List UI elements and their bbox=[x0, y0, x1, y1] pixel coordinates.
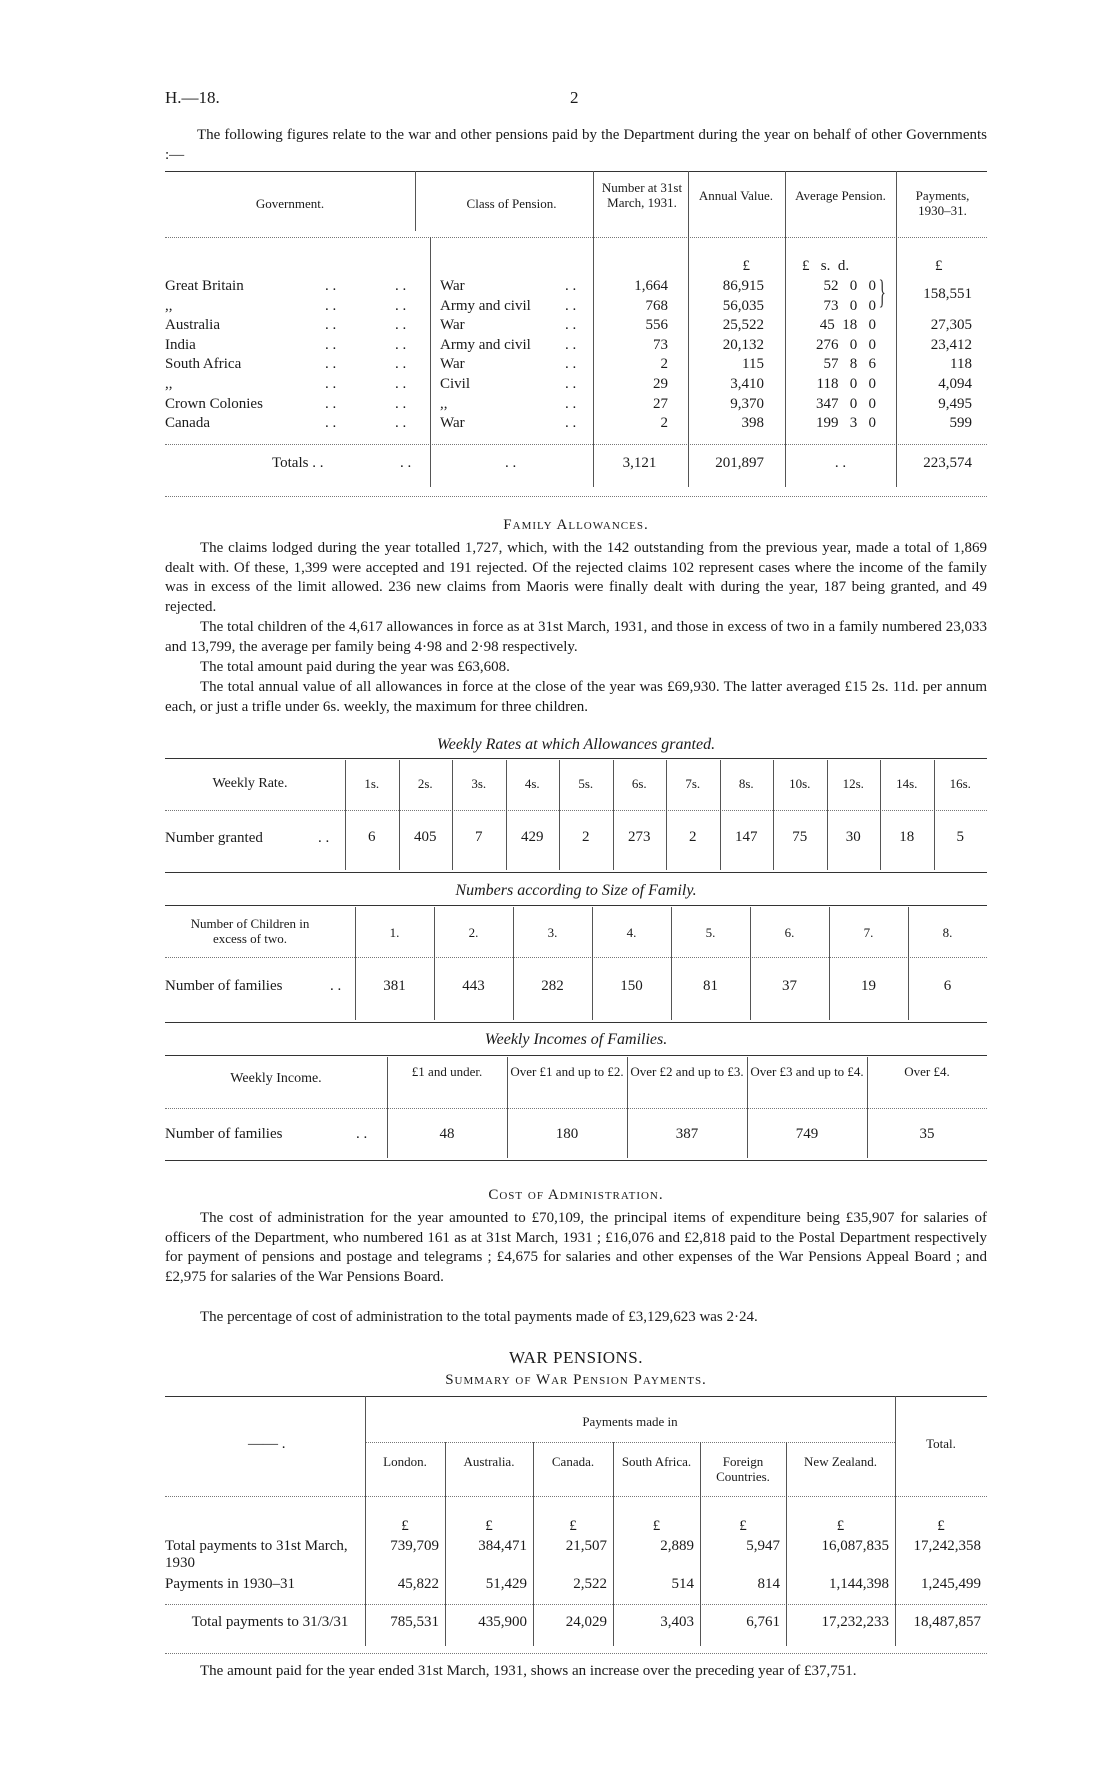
size-header: 1. bbox=[389, 925, 400, 940]
page-number: 2 bbox=[570, 88, 579, 107]
pound-unit: £ bbox=[485, 1518, 493, 1534]
column-rule bbox=[880, 760, 881, 870]
annual-value: 56,035 bbox=[722, 297, 764, 314]
gov-name: Australia bbox=[165, 317, 220, 334]
average-value: 45 18 0 bbox=[819, 317, 876, 334]
rate-header: 6s. bbox=[631, 776, 647, 791]
family-paragraph-3: The total amount paid during the year was £63,608. bbox=[200, 659, 510, 675]
weekly-incomes-title: Weekly Incomes of Families. bbox=[484, 1031, 668, 1048]
number-value: 73 bbox=[653, 336, 668, 353]
unit-payments: £ bbox=[935, 258, 943, 274]
income-header: £1 and under. bbox=[411, 1064, 483, 1079]
class-dots: . . bbox=[565, 415, 577, 432]
number-value: 2 bbox=[660, 415, 668, 432]
rate-header: 12s. bbox=[842, 776, 864, 791]
family-paragraph-2: The total children of the 4,617 allowances in force as at 31st March, 1931, and those in excess of two in a family numbered 23,033 and 13,799, the average per family being 4·98 and 2·98 respectively. bbox=[165, 619, 987, 655]
payment-value: 2,522 bbox=[573, 1576, 607, 1592]
rate-header: 10s. bbox=[789, 776, 811, 791]
col-average: Average Pension. bbox=[795, 188, 886, 203]
families-income-dots: . . bbox=[356, 1126, 368, 1142]
income-count: 387 bbox=[675, 1126, 699, 1142]
column-rule bbox=[827, 760, 828, 870]
class-dots: . . bbox=[565, 278, 577, 294]
children-excess-label: Number of Children in excess of two. bbox=[190, 916, 310, 946]
payment-value: 45,822 bbox=[397, 1576, 439, 1592]
annual-value: 86,915 bbox=[722, 278, 764, 294]
totals-payments: 223,574 bbox=[923, 455, 972, 471]
income-header: Over £2 and up to £3. bbox=[630, 1064, 744, 1079]
column-rule bbox=[934, 760, 935, 870]
column-rule bbox=[452, 760, 453, 870]
class-dots: . . bbox=[565, 317, 577, 334]
column-rule bbox=[513, 907, 514, 1020]
pension-class: War bbox=[440, 356, 465, 373]
payment-value: 384,471 bbox=[478, 1538, 527, 1554]
war-footnote: The amount paid for the year ended 31st March, 1931, shows an increase over the preceding year of £37,751. bbox=[200, 1663, 857, 1679]
payments-column-header: Australia. bbox=[463, 1454, 515, 1469]
payment-value: 739,709 bbox=[390, 1538, 439, 1554]
payment-value: 118 bbox=[950, 356, 972, 373]
row-label: Payments in 1930–31 bbox=[165, 1576, 295, 1592]
number-value: 768 bbox=[645, 297, 668, 314]
gov-dots: . . bbox=[395, 415, 407, 432]
rate-count: 5 bbox=[956, 829, 964, 845]
col-class: Class of Pension. bbox=[466, 196, 557, 211]
size-header: 5. bbox=[705, 925, 716, 940]
payment-value: 5,947 bbox=[746, 1538, 780, 1554]
gov-dots: . . bbox=[395, 356, 407, 373]
pension-class: War bbox=[440, 278, 465, 294]
gov-dots: . . bbox=[395, 278, 407, 294]
payment-value: 599 bbox=[949, 415, 972, 432]
rate-count: 7 bbox=[475, 829, 483, 845]
payments-made-in-header: Payments made in bbox=[582, 1414, 678, 1429]
totals-dots-1: . . bbox=[400, 455, 412, 471]
income-count: 180 bbox=[555, 1126, 579, 1142]
rate-count: 147 bbox=[735, 829, 758, 845]
payment-value: 785,531 bbox=[390, 1614, 439, 1630]
column-rule bbox=[506, 760, 507, 870]
size-count: 282 bbox=[541, 978, 564, 994]
war-summary-subheading: Summary of War Pension Payments. bbox=[445, 1372, 707, 1388]
size-header: 8. bbox=[942, 925, 953, 940]
size-header: 7. bbox=[863, 925, 874, 940]
rate-header: 2s. bbox=[417, 776, 433, 791]
column-rule bbox=[559, 760, 560, 870]
payments-column-header: London. bbox=[383, 1454, 427, 1469]
gov-dots: . . bbox=[325, 278, 337, 294]
gov-name: India bbox=[165, 336, 196, 353]
rate-count: 18 bbox=[899, 829, 915, 845]
pension-class: Army and civil bbox=[440, 297, 531, 314]
payment-value: 9,495 bbox=[938, 395, 972, 412]
rate-count: 273 bbox=[628, 829, 651, 845]
gb-combined-payment: 158,551 bbox=[923, 286, 972, 302]
rate-count: 429 bbox=[521, 829, 544, 845]
income-header: Over £1 and up to £2. bbox=[510, 1064, 624, 1079]
totals-annual: 201,897 bbox=[715, 455, 764, 471]
payment-value: 27,305 bbox=[930, 317, 972, 334]
payment-value: 24,029 bbox=[565, 1614, 607, 1630]
payment-value: 3,403 bbox=[660, 1614, 694, 1630]
admin-paragraph-2: The percentage of cost of administration to the total payments made of £3,129,623 was 2·24. bbox=[200, 1309, 758, 1325]
size-count: 150 bbox=[620, 978, 643, 994]
families-size-label: Number of families bbox=[165, 978, 283, 994]
payments-column-header: New Zealand. bbox=[804, 1454, 877, 1469]
size-header: 4. bbox=[626, 925, 637, 940]
gov-dots: . . bbox=[395, 395, 407, 412]
pension-class: ,, bbox=[440, 395, 448, 412]
row-label: Total payments to 31/3/31 bbox=[191, 1614, 349, 1630]
gov-dots: . . bbox=[325, 317, 337, 334]
class-dots: . . bbox=[565, 395, 577, 412]
row-label: Total payments to 31st March, 1930 bbox=[165, 1538, 348, 1571]
payment-value: 23,412 bbox=[930, 336, 972, 353]
income-header: Over £4. bbox=[904, 1064, 950, 1079]
rate-header: 16s. bbox=[949, 776, 971, 791]
column-rule bbox=[434, 907, 435, 1020]
column-rule bbox=[345, 760, 346, 870]
families-size-dots: . . bbox=[330, 978, 342, 994]
size-count: 6 bbox=[943, 978, 952, 994]
size-count: 37 bbox=[782, 978, 797, 994]
unit-annual: £ bbox=[742, 258, 750, 274]
payment-value: 514 bbox=[671, 1576, 694, 1592]
payment-value: 18,487,857 bbox=[913, 1614, 981, 1630]
gov-dots: . . bbox=[325, 395, 337, 412]
column-rule bbox=[750, 907, 751, 1020]
rate-count: 2 bbox=[582, 829, 590, 845]
rate-header: 3s. bbox=[471, 776, 487, 791]
gov-name: Canada bbox=[165, 415, 210, 432]
rate-header: 7s. bbox=[685, 776, 701, 791]
rate-header: 14s. bbox=[896, 776, 918, 791]
size-count: 19 bbox=[861, 978, 876, 994]
payment-value: 2,889 bbox=[660, 1538, 694, 1554]
pound-unit: £ bbox=[652, 1518, 661, 1534]
rate-count: 30 bbox=[845, 829, 861, 845]
brace-icon: } bbox=[878, 274, 886, 311]
weekly-rates-title: Weekly Rates at which Allowances granted. bbox=[436, 736, 716, 753]
payment-value: 17,232,233 bbox=[821, 1614, 889, 1630]
col-number: Number at 31st March, 1931. bbox=[601, 180, 683, 210]
gov-name: Crown Colonies bbox=[165, 395, 263, 412]
income-count: 48 bbox=[439, 1126, 455, 1142]
gov-name: ,, bbox=[165, 376, 173, 392]
gov-dots: . . bbox=[395, 317, 407, 334]
annual-value: 398 bbox=[741, 415, 764, 432]
gov-dots: . . bbox=[395, 336, 407, 353]
number-value: 1,664 bbox=[634, 278, 668, 294]
column-rule bbox=[355, 907, 356, 1020]
document-code: H.—18. bbox=[165, 88, 220, 107]
average-value: 57 8 6 bbox=[823, 356, 876, 373]
admin-paragraph-1: The cost of administration for the year amounted to £70,109, the principal items of expenditure being £35,907 for salaries of officers of the Department, who numbered 161 as at 31st March, 1931 ; £16,076 and £2,818 paid to the Postal Department respectively for payment of pensions and postage and telegrams ; £4,675 for salaries and other expenses of the War Pensions Appeal Board ; and £2,975 for salaries of the War Pensions Board. bbox=[165, 1210, 987, 1285]
rate-count: 6 bbox=[368, 829, 376, 845]
totals-dots-2: . . bbox=[505, 455, 517, 471]
number-granted-label: Number granted bbox=[165, 830, 263, 846]
pound-unit: £ bbox=[836, 1518, 845, 1534]
column-rule bbox=[908, 907, 909, 1020]
annual-value: 115 bbox=[742, 356, 764, 373]
col-payments: Payments, 1930–31. bbox=[915, 188, 970, 218]
number-value: 2 bbox=[660, 356, 668, 373]
rate-count: 405 bbox=[414, 829, 437, 845]
payment-value: 435,900 bbox=[478, 1614, 527, 1630]
payment-value: 814 bbox=[757, 1576, 780, 1592]
payment-value: 1,245,499 bbox=[921, 1576, 981, 1592]
payments-column-header: South Africa. bbox=[621, 1454, 692, 1469]
rate-header: 8s. bbox=[738, 776, 754, 791]
totals-number: 3,121 bbox=[622, 455, 657, 471]
pension-class: War bbox=[440, 415, 465, 432]
rate-header: 5s. bbox=[578, 776, 594, 791]
pound-unit: £ bbox=[937, 1518, 945, 1534]
gov-dots: . . bbox=[325, 415, 337, 432]
gov-name: Great Britain bbox=[165, 278, 244, 294]
rate-header: 1s. bbox=[364, 776, 380, 791]
payment-value: 21,507 bbox=[565, 1538, 607, 1554]
gov-dots: . . bbox=[325, 376, 337, 392]
family-allowances-heading: Family Allowances. bbox=[503, 517, 649, 533]
size-header: 2. bbox=[468, 925, 479, 940]
pension-class: Civil bbox=[440, 376, 471, 392]
payment-value: 16,087,835 bbox=[821, 1538, 889, 1554]
column-rule bbox=[399, 760, 400, 870]
rate-header: 4s. bbox=[524, 776, 540, 791]
size-header: 6. bbox=[784, 925, 795, 940]
weekly-rate-label: Weekly Rate. bbox=[212, 776, 288, 791]
total-header: Total. bbox=[926, 1436, 956, 1451]
payment-value: 4,094 bbox=[938, 376, 972, 392]
totals-average: . . bbox=[834, 455, 847, 471]
families-income-label: Number of families bbox=[165, 1126, 283, 1142]
family-paragraph-4: The total annual value of all allowances in force at the close of the year was £69,930. The latter averaged £15 2s. 11d. per annum each, or just a trifle under 6s. weekly, the maximum for three children. bbox=[165, 679, 987, 715]
average-value: 73 0 0 bbox=[823, 297, 876, 314]
payment-value: 6,761 bbox=[746, 1614, 780, 1630]
number-value: 27 bbox=[653, 395, 668, 412]
pension-class: War bbox=[440, 317, 465, 334]
number-value: 29 bbox=[653, 376, 668, 392]
average-value: 52 0 0 bbox=[823, 278, 876, 294]
column-rule bbox=[671, 907, 672, 1020]
pension-class: Army and civil bbox=[440, 336, 531, 353]
income-header: Over £3 and up to £4. bbox=[750, 1064, 864, 1079]
size-header: 3. bbox=[547, 925, 558, 940]
war-stub: —— . bbox=[248, 1436, 286, 1452]
column-rule bbox=[720, 760, 721, 870]
payments-column-header: Canada. bbox=[551, 1454, 595, 1469]
pound-unit: £ bbox=[739, 1518, 747, 1534]
class-dots: . . bbox=[565, 356, 577, 373]
family-paragraph-1: The claims lodged during the year totalled 1,727, which, with the 142 outstanding from the previous year, made a total of 1,869 dealt with. Of these, 1,399 were accepted and 191 rejected. Of the rejected claims 102 represent cases where the income of the family was in excess of the limit allowed. 236 new claims from Maoris were finally dealt with during the year, 187 being granted, and 49 rejected. bbox=[165, 540, 987, 615]
pound-unit: £ bbox=[401, 1518, 409, 1534]
class-dots: . . bbox=[565, 376, 577, 392]
annual-value: 9,370 bbox=[730, 395, 764, 412]
payment-value: 51,429 bbox=[485, 1576, 527, 1592]
pound-unit: £ bbox=[569, 1518, 577, 1534]
average-value: 276 0 0 bbox=[816, 336, 876, 353]
col-government: Government. bbox=[255, 196, 325, 211]
gov-dots: . . bbox=[395, 376, 407, 392]
income-count: 749 bbox=[795, 1126, 819, 1142]
class-dots: . . bbox=[565, 336, 577, 353]
gov-name: South Africa bbox=[165, 356, 242, 373]
column-rule bbox=[829, 907, 830, 1020]
payment-value: 1,144,398 bbox=[829, 1576, 889, 1592]
annual-value: 20,132 bbox=[722, 336, 764, 353]
annual-value: 25,522 bbox=[722, 317, 764, 334]
col-annual: Annual Value. bbox=[698, 188, 774, 203]
gov-dots: . . bbox=[395, 297, 407, 314]
income-count: 35 bbox=[919, 1126, 935, 1142]
admin-heading: Cost of Administration. bbox=[488, 1187, 664, 1203]
gov-dots: . . bbox=[325, 356, 337, 373]
class-dots: . . bbox=[565, 297, 577, 314]
size-family-title: Numbers according to Size of Family. bbox=[455, 882, 697, 899]
weekly-income-label: Weekly Income. bbox=[230, 1071, 322, 1086]
size-count: 443 bbox=[462, 978, 485, 994]
payments-column-header: Foreign Countries. bbox=[716, 1454, 770, 1484]
average-value: 347 0 0 bbox=[816, 395, 876, 412]
size-count: 381 bbox=[383, 978, 406, 994]
number-value: 556 bbox=[645, 317, 668, 334]
column-rule bbox=[592, 907, 593, 1020]
column-rule bbox=[613, 760, 614, 870]
payment-value: 17,242,358 bbox=[913, 1538, 981, 1554]
average-value: 118 0 0 bbox=[816, 376, 876, 392]
annual-value: 3,410 bbox=[730, 376, 764, 392]
totals-label: Totals . . bbox=[272, 455, 324, 471]
number-granted-dots: . . bbox=[318, 830, 330, 846]
gov-dots: . . bbox=[325, 297, 337, 314]
gov-name: ,, bbox=[165, 297, 173, 314]
war-pensions-heading: WAR PENSIONS. bbox=[508, 1348, 644, 1367]
rate-count: 75 bbox=[792, 829, 808, 845]
intro-paragraph: The following figures relate to the war and other pensions paid by the Department during the year on behalf of other Governments :— bbox=[165, 127, 987, 163]
average-value: 199 3 0 bbox=[816, 415, 876, 432]
rate-count: 2 bbox=[689, 829, 697, 845]
column-rule bbox=[666, 760, 667, 870]
unit-average: £ s. d. bbox=[802, 258, 850, 274]
column-rule bbox=[773, 760, 774, 870]
size-count: 81 bbox=[703, 978, 718, 994]
gov-dots: . . bbox=[325, 336, 337, 353]
